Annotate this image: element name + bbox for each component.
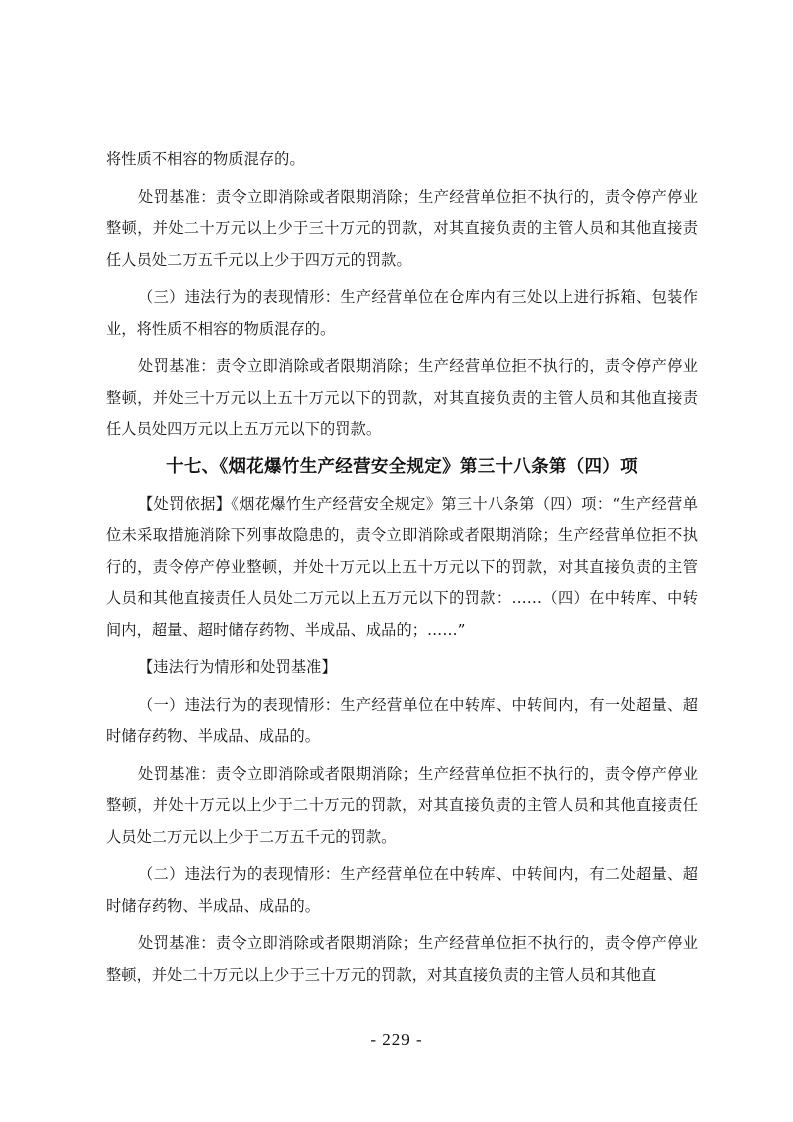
paragraph-case-2: （二）违法行为的表现情形：生产经营单位在中转库、中转间内，有二处超量、超时储存药物、半成品、成品的。 xyxy=(106,865,698,915)
paragraph-penalty-basis: 【处罚依据】《烟花爆竹生产经营安全规定》第三十八条第（四）项：“生产经营单位未采取措施消除下列事故隐患的，责令立即消除或者限期消除；生产经营单位拒不执行的，责令停产停业整顿，并处十万元以上五十万元以下的罚款，对其直接负责的主管人员和其他直接责任人员处二万元以上五万元以下的罚款：……（四）在中转库、中转间内，超量、超时储存药物、半成品、成品的；……” xyxy=(106,494,698,639)
paragraph-continued: 将性质不相容的物质混存的。 xyxy=(106,150,305,168)
page-body xyxy=(106,144,698,997)
paragraph-case-3: （三）违法行为的表现情形：生产经营单位在仓库内有三处以上进行拆箱、包装作业，将性质不相容的物质混存的。 xyxy=(106,288,698,338)
paragraph-penalty-standard: 处罚基准：责令立即消除或者限期消除；生产经营单位拒不执行的，责令停产停业整顿，并处二十万元以上少于三十万元的罚款，对其直接负责的主管人员和其他直 xyxy=(106,934,698,984)
paragraph-penalty-standard: 处罚基准：责令立即消除或者限期消除；生产经营单位拒不执行的，责令停产停业整顿，并处三十万元以上五十万元以下的罚款，对其直接负责的主管人员和其他直接责任人员处四万元以上五万元以下的罚款。 xyxy=(106,357,698,438)
page-number: - 229 - xyxy=(370,1030,423,1049)
criteria-heading: 【违法行为情形和处罚基准】 xyxy=(138,658,337,676)
paragraph-penalty-standard: 处罚基准：责令立即消除或者限期消除；生产经营单位拒不执行的，责令停产停业整顿，并处二十万元以上少于三十万元的罚款，对其直接负责的主管人员和其他直接责任人员处二万五千元以上少于四万元的罚款。 xyxy=(106,187,698,269)
section-heading: 十七、《烟花爆竹生产经营安全规定》第三十八条第（四）项 xyxy=(166,456,638,477)
paragraph-penalty-standard: 处罚基准：责令立即消除或者限期消除；生产经营单位拒不执行的，责令停产停业整顿，并处十万元以上少于二十万元的罚款，对其直接负责的主管人员和其他直接责任人员处二万元以上少于二万五千元的罚款。 xyxy=(106,764,698,846)
paragraph-case-1: （一）违法行为的表现情形：生产经营单位在中转库、中转间内，有一处超量、超时储存药物、半成品、成品的。 xyxy=(106,695,698,745)
